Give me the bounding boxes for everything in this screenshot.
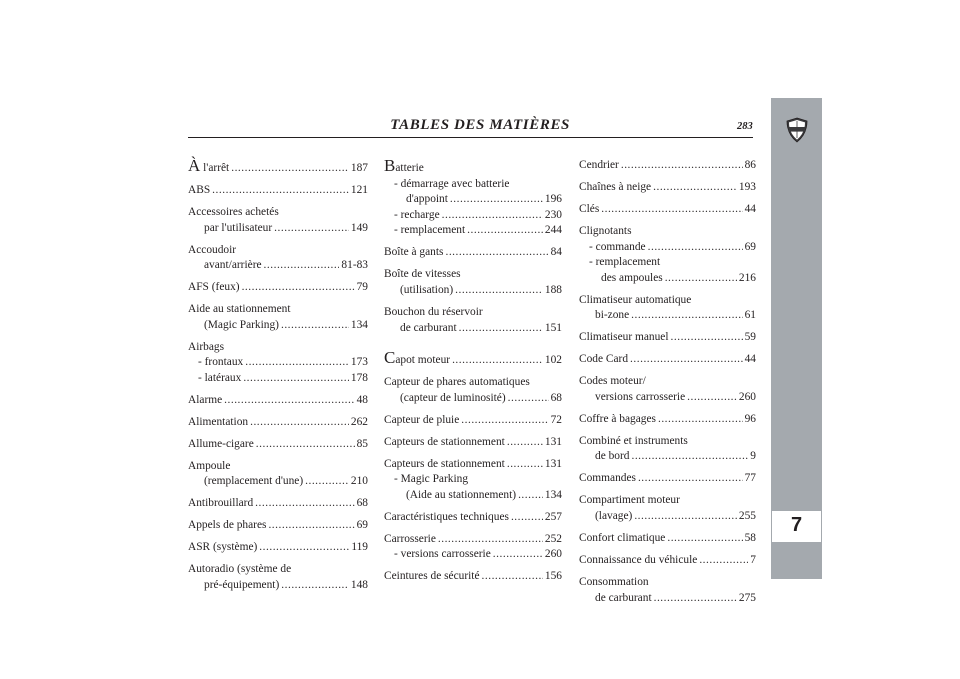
index-entry: [384, 547, 562, 563]
index-entry: [579, 330, 756, 346]
index-entry-label: avant/arrière: [204, 259, 262, 272]
index-entry-page: 260: [544, 548, 562, 561]
index-entry-label: Capteur de pluie: [384, 413, 460, 426]
index-entry-label: Capteurs de stationnement: [384, 435, 505, 448]
index-entry: [384, 305, 562, 321]
index-entry: [384, 223, 562, 239]
index-entry-label: Commandes: [579, 472, 636, 485]
index-entry-label: d'appoint: [406, 193, 448, 206]
index-entry-label: pré-équipement): [204, 578, 280, 591]
index-entry-label: Autoradio (système de: [188, 563, 292, 576]
index-entry-page: 9: [750, 450, 756, 463]
index-entry-page: 102: [544, 354, 562, 367]
dot-leader: [281, 578, 349, 594]
index-entry-label: versions carrosserie: [595, 390, 686, 403]
index-entry-page: 86: [744, 159, 756, 171]
index-entry-page: 255: [738, 509, 756, 522]
index-entry-label: AFS (feux): [188, 281, 240, 294]
index-entry: [579, 509, 756, 525]
index-entry: [579, 553, 756, 569]
index-entry: [188, 474, 368, 490]
index-entry: [188, 183, 368, 199]
dot-leader: [268, 518, 354, 534]
index-entry: [579, 575, 756, 591]
index-entry: [188, 393, 368, 409]
dot-leader: [452, 353, 543, 369]
index-entry-label: Caractéristiques techniques: [384, 510, 509, 523]
index-entry-page: 193: [738, 180, 756, 193]
index-entry-label: Compartiment moteur: [579, 494, 680, 507]
index-entry-page: 173: [350, 356, 368, 369]
index-entry-label: - frontaux: [198, 356, 244, 369]
index-entry-page: 149: [350, 221, 368, 234]
chapter-number: 7: [790, 514, 803, 536]
index-entry: [579, 531, 756, 547]
index-entry-page: 7: [750, 553, 756, 566]
index-entry-label: Cendrier: [579, 159, 619, 171]
index-entry: [384, 413, 562, 429]
index-entry-label: bi-zone: [595, 309, 630, 322]
dot-leader: [507, 457, 543, 473]
index-entry-page: 84: [550, 246, 562, 259]
index-entry: [188, 318, 368, 334]
chapter-side-tab: [771, 98, 822, 579]
index-entry: [384, 569, 562, 585]
index-entry: [384, 267, 562, 283]
index-entry-label: (remplacement d'une): [204, 475, 304, 488]
index-column-1: [188, 158, 368, 594]
index-entry: [384, 192, 562, 208]
index-entry-page: 230: [544, 208, 562, 221]
dot-leader: [687, 390, 737, 406]
dot-leader: [245, 355, 349, 371]
dot-leader: [508, 391, 549, 407]
index-entry-label: (Aide au stationnement): [406, 488, 517, 501]
index-entry-page: 44: [744, 353, 756, 366]
dot-leader: [255, 496, 354, 512]
dot-leader: [621, 158, 743, 174]
dot-leader: [667, 531, 742, 547]
index-entry: [579, 374, 756, 390]
dot-leader: [450, 192, 543, 208]
index-entry-label: Carrosserie: [384, 532, 436, 545]
header-rule: [188, 137, 753, 138]
index-entry-label: Boîte de vitesses: [384, 268, 461, 281]
dot-leader: [438, 532, 543, 548]
dot-leader: [648, 240, 743, 256]
dot-leader: [242, 280, 355, 296]
index-column-3: [579, 158, 756, 606]
index-entry: [384, 391, 562, 407]
index-entry-label: Chaînes à neige: [579, 180, 652, 193]
dot-leader: [658, 412, 743, 428]
index-column-2: [384, 158, 562, 585]
index-entry: [579, 591, 756, 607]
index-entry-page: 275: [738, 591, 756, 604]
index-entry-label: de bord: [595, 450, 630, 463]
index-entry: [579, 293, 756, 309]
index-entry-label: Code Card: [579, 353, 629, 366]
index-entry: [188, 205, 368, 221]
index-entry: [188, 355, 368, 371]
index-entry: [384, 510, 562, 526]
index-entry: [579, 158, 756, 174]
index-entry-label: Allume-cigare: [188, 437, 254, 450]
dot-leader: [638, 471, 743, 487]
index-entry-label: - remplacement: [589, 256, 661, 269]
index-entry: [579, 352, 756, 368]
index-entry: [579, 255, 756, 271]
index-entry: [384, 350, 562, 369]
index-entry-label: par l'utilisateur: [204, 221, 273, 234]
index-entry-label: Climatiseur automatique: [579, 293, 692, 306]
dot-leader: [445, 245, 548, 261]
dot-leader: [224, 393, 354, 409]
index-entry-label: des ampoules: [601, 271, 663, 284]
index-entry-page: 61: [744, 309, 756, 322]
dot-leader: [281, 318, 349, 334]
index-entry: [579, 434, 756, 450]
index-entry-label: Clignotants: [579, 224, 632, 237]
index-entry: [188, 302, 368, 318]
index-entry: [579, 224, 756, 240]
dot-leader: [264, 258, 340, 274]
dot-leader: [482, 569, 543, 585]
index-entry-label: Connaissance du véhicule: [579, 553, 698, 566]
index-entry: [188, 562, 368, 578]
index-entry: [188, 540, 368, 556]
index-entry-label: ASR (système): [188, 541, 258, 554]
index-entry-page: 148: [350, 578, 368, 591]
lancia-logo-icon: [785, 117, 809, 143]
index-entry: [188, 258, 368, 274]
index-entry: [384, 208, 562, 224]
dot-leader: [231, 161, 349, 177]
dot-leader: [467, 223, 543, 239]
dot-leader: [671, 330, 743, 346]
index-entry: [188, 496, 368, 512]
dot-leader: [631, 449, 748, 465]
index-entry-page: 69: [356, 519, 368, 532]
index-entry-label: (Magic Parking): [204, 318, 279, 331]
index-entry: [188, 340, 368, 356]
index-entry-page: 68: [550, 391, 562, 404]
index-entry: [188, 518, 368, 534]
dot-leader: [243, 371, 349, 387]
dot-leader: [634, 509, 737, 525]
index-entry-page: 196: [544, 193, 562, 206]
index-entry-page: 210: [350, 475, 368, 488]
index-entry-page: 257: [544, 510, 562, 523]
index-entry-page: 77: [744, 472, 756, 485]
dot-leader: [250, 415, 349, 431]
index-entry-label: Capteurs de stationnement: [384, 457, 505, 470]
dot-leader: [305, 474, 349, 490]
index-entry-page: 81-83: [341, 259, 368, 272]
dot-leader: [455, 283, 543, 299]
index-entry: [579, 240, 756, 256]
index-entry-page: 48: [356, 393, 368, 406]
index-entry-label: Climatiseur manuel: [579, 331, 669, 344]
index-entry-page: 85: [356, 437, 368, 450]
index-entry: [384, 532, 562, 548]
dot-leader: [665, 271, 737, 287]
index-entry-label: Accoudoir: [188, 243, 237, 256]
index-entry-label: Combiné et instruments: [579, 434, 688, 447]
index-entry-label: - démarrage avec batterie: [394, 177, 510, 190]
index-entry-label: Bouchon du réservoir: [384, 305, 483, 318]
index-entry-label: Appels de phares: [188, 519, 267, 532]
index-entry-label: Capot moteur: [384, 348, 451, 368]
index-entry-page: 72: [550, 413, 562, 426]
index-entry-page: 59: [744, 331, 756, 344]
index-entry-label: Capteur de phares automatiques: [384, 376, 530, 389]
dot-leader: [511, 510, 543, 526]
index-entry: [384, 158, 562, 177]
index-entry-label: Coffre à bagages: [579, 412, 656, 425]
dot-leader: [518, 488, 543, 504]
index-entry-page: 69: [744, 240, 756, 253]
dot-leader: [274, 221, 349, 237]
index-entry-page: 216: [738, 271, 756, 284]
index-entry-page: 188: [544, 283, 562, 296]
index-entry: [188, 221, 368, 237]
index-entry-label: À l'arrêt: [188, 156, 230, 175]
index-entry-label: Antibrouillard: [188, 497, 254, 510]
index-entry-label: Airbags: [188, 340, 225, 353]
index-entry-label: Boîte à gants: [384, 246, 444, 259]
index-entry: [188, 243, 368, 259]
index-entry-label: - versions carrosserie: [394, 548, 491, 561]
dot-leader: [212, 183, 349, 199]
index-entry-label: Consommation: [579, 575, 649, 588]
index-entry: [384, 375, 562, 391]
header-title: TABLES DES MATIÈRES: [390, 117, 570, 133]
index-entry-page: 121: [350, 183, 368, 196]
index-entry: [384, 488, 562, 504]
index-entry-label: (lavage): [595, 509, 633, 522]
index-entry-label: Ceintures de sécurité: [384, 570, 480, 583]
dot-leader: [631, 308, 742, 324]
dot-leader: [699, 553, 748, 569]
dot-leader: [461, 413, 548, 429]
index-entry: [579, 449, 756, 465]
index-entry: [579, 471, 756, 487]
index-entry: [188, 280, 368, 296]
index-entry-page: 244: [544, 224, 562, 237]
index-entry-label: Accessoires achetés: [188, 205, 279, 218]
index-entry-label: - Magic Parking: [394, 473, 469, 486]
index-entry-label: (utilisation): [400, 283, 454, 296]
dot-leader: [654, 591, 737, 607]
index-entry-label: Alarme: [188, 393, 223, 406]
index-entry-page: 262: [350, 415, 368, 428]
index-entry: [579, 202, 756, 218]
index-entry: [188, 437, 368, 453]
index-entry-label: de carburant: [595, 591, 652, 604]
index-entry: [188, 578, 368, 594]
index-entry-label: (capteur de luminosité): [400, 391, 506, 404]
index-entry: [188, 459, 368, 475]
index-entry-page: 131: [544, 457, 562, 470]
index-entry-page: 96: [744, 412, 756, 425]
index-entry-label: Clés: [579, 202, 600, 215]
index-entry: [384, 435, 562, 451]
index-entry: [384, 177, 562, 193]
index-entry: [384, 283, 562, 299]
index-entry-page: 156: [544, 570, 562, 583]
index-entry-label: - latéraux: [198, 371, 242, 384]
dot-leader: [259, 540, 349, 556]
index-entry: [579, 412, 756, 428]
index-entry-label: ABS: [188, 183, 211, 196]
dot-leader: [442, 208, 543, 224]
index-entry-label: - remplacement: [394, 224, 466, 237]
index-entry: [188, 158, 368, 177]
index-entry-page: 58: [744, 531, 756, 544]
index-entry-page: 131: [544, 435, 562, 448]
index-entry: [384, 321, 562, 337]
index-entry-page: 151: [544, 321, 562, 334]
index-entry: [579, 390, 756, 406]
index-entry: [579, 493, 756, 509]
dot-leader: [459, 321, 543, 337]
index-entry-label: Alimentation: [188, 415, 249, 428]
dot-leader: [493, 547, 543, 563]
index-entry-page: 44: [744, 202, 756, 215]
index-entry-label: Batterie: [384, 156, 424, 175]
index-entry-page: 187: [350, 162, 368, 174]
index-entry-page: 260: [738, 390, 756, 403]
index-entry-label: Confort climatique: [579, 531, 666, 544]
index-entry-page: 68: [356, 497, 368, 510]
section-gap: [384, 336, 562, 350]
dot-leader: [601, 202, 742, 218]
page-number: 283: [737, 121, 753, 132]
index-entry-label: de carburant: [400, 321, 457, 334]
index-entry: [579, 180, 756, 196]
index-entry: [188, 415, 368, 431]
index-entry-label: Codes moteur/: [579, 375, 646, 388]
index-entry-page: 119: [351, 541, 368, 554]
dot-leader: [630, 352, 743, 368]
index-entry-label: Ampoule: [188, 459, 231, 472]
index-entry-page: 134: [350, 318, 368, 331]
index-entry: [188, 371, 368, 387]
index-entry-label: - recharge: [394, 208, 440, 221]
index-entry-page: 79: [356, 281, 368, 294]
index-entry: [384, 457, 562, 473]
dot-leader: [507, 435, 543, 451]
index-entry: [579, 271, 756, 287]
dot-leader: [653, 180, 737, 196]
index-entry-page: 134: [544, 488, 562, 501]
index-entry-page: 178: [350, 371, 368, 384]
index-entry-label: Aide au stationnement: [188, 303, 291, 316]
index-entry: [384, 472, 562, 488]
dot-leader: [256, 437, 355, 453]
index-entry-label: - commande: [589, 240, 646, 253]
index-entry: [384, 245, 562, 261]
index-entry-page: 252: [544, 532, 562, 545]
index-entry: [579, 308, 756, 324]
